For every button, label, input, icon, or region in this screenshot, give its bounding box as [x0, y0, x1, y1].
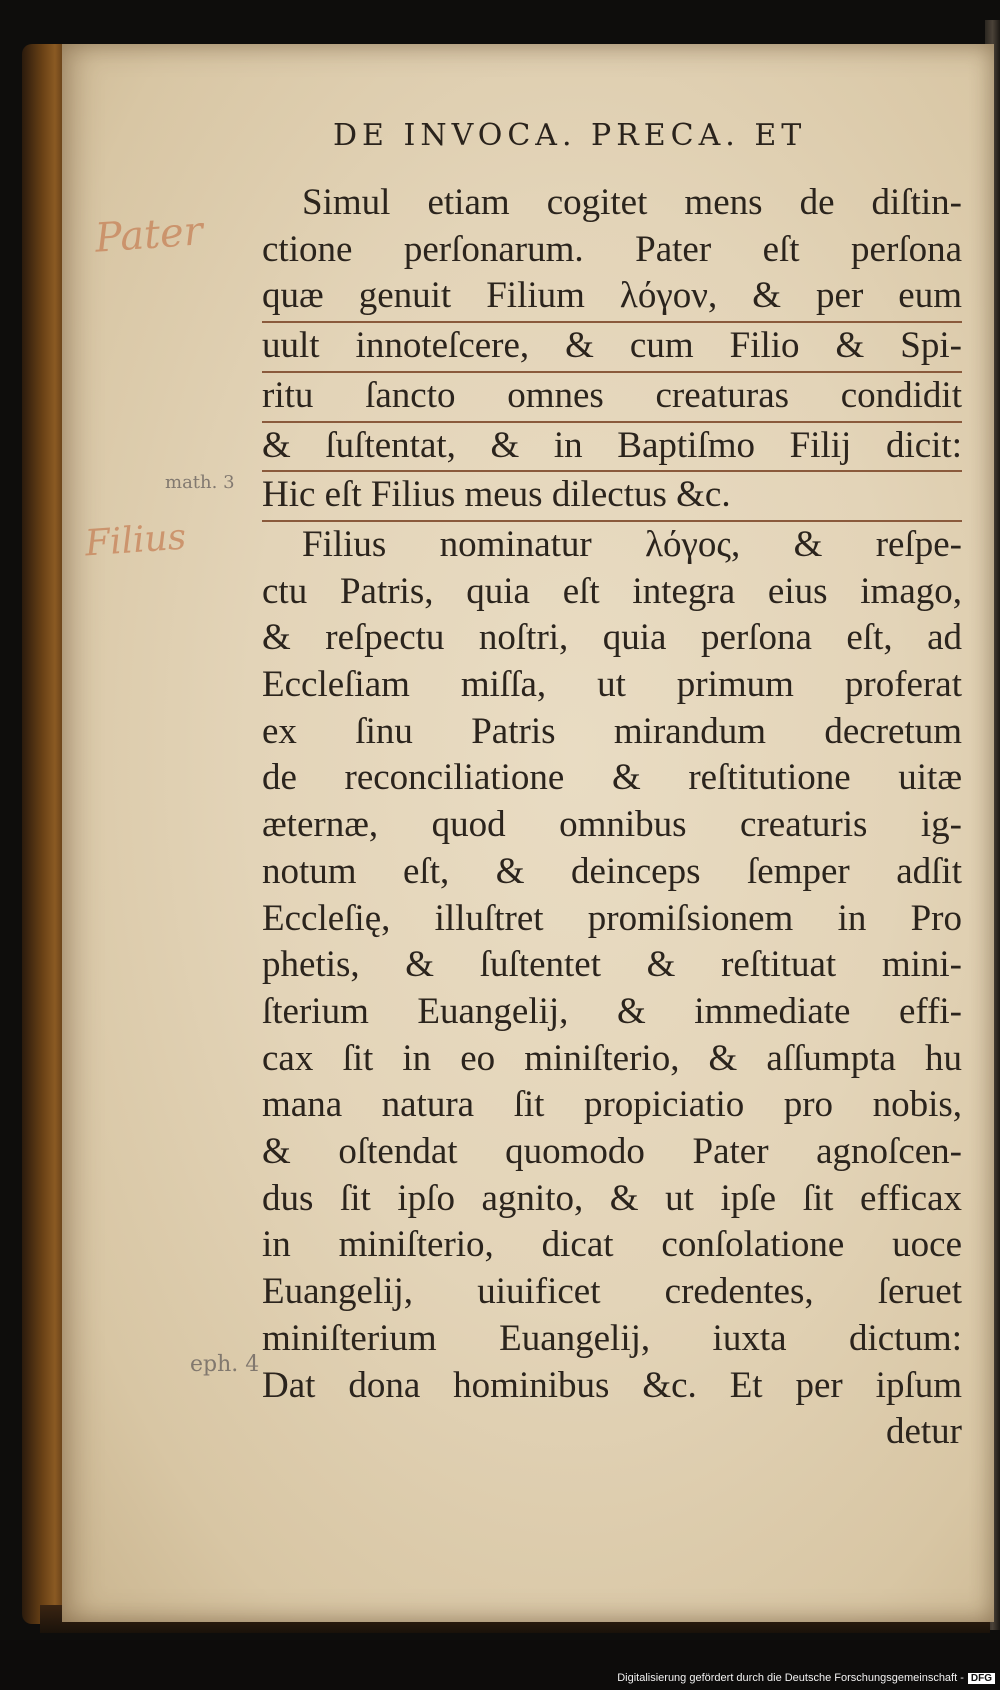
text-line: Filius nominatur λόγος, & reſpe-: [302, 523, 962, 565]
text-line: phetis, & ſuſtentet & reſtituat mini-: [262, 944, 962, 986]
text-line-underlined: & ſuſtentat, & in Baptiſmo Filij dicit:: [262, 423, 962, 473]
text-line: ctu Patris, quia eſt integra eius imago,: [262, 570, 962, 612]
marginal-note-pater: Pater: [93, 208, 205, 262]
text-line: dus ſit ipſo agnito, & ut ipſe ſit efficax: [262, 1177, 962, 1219]
catchword: detur: [885, 1411, 962, 1453]
text-line: Eccleſię, illuſtret promiſsionem in Pro: [262, 897, 962, 939]
text-line: Euangelij, uiuificet credentes, ſeruet: [262, 1271, 962, 1313]
text-line: & oſtendat quomodo Pater agnoſcen-: [262, 1131, 962, 1173]
text-line: & reſpectu noſtri, quia perſona eſt, ad: [262, 617, 962, 659]
page-body-text: [262, 180, 962, 1456]
text-line-underlined: Hic eſt Filius meus dilectus &c.: [262, 472, 962, 522]
text-line: æternæ, quod omnibus creaturis ig-: [262, 804, 962, 846]
text-line: ex ſinu Patris mirandum decretum: [262, 710, 962, 752]
text-line: mana natura ſit propiciatio pro nobis,: [262, 1084, 962, 1126]
text-line: Dat dona hominibus &c. Et per ipſum: [262, 1364, 962, 1406]
text-line: de reconciliatione & reſtitutione uitæ: [262, 757, 962, 799]
text-line: in miniſterio, dicat conſolatione uoce: [262, 1224, 962, 1266]
text-line: Simul etiam cogitet mens de diſtin-: [302, 182, 962, 223]
text-line-underlined: uult innoteſcere, & cum Filio & Spi-: [262, 323, 962, 373]
text-line: notum eſt, & deinceps ſemper adſit: [262, 850, 962, 892]
running-head: DE INVOCA. PRECA. ET: [333, 118, 807, 153]
text-line-part: ctione perſonarum. Pater eſt perſona: [262, 228, 962, 270]
credit-text: Digitalisierung gefördert durch die Deutsche Forschungsgemeinschaft -: [617, 1672, 964, 1684]
text-line: Eccleſiam miſſa, ut primum proferat: [262, 664, 962, 706]
text-line: miniſterium Euangelij, iuxta dictum:: [262, 1317, 962, 1359]
marginal-ref-eph: eph. 4: [190, 1352, 260, 1377]
digitization-credit: [0, 1672, 995, 1684]
text-line: [262, 227, 962, 274]
text-line-underlined: quæ genuit Filium λόγον, & per eum: [262, 273, 962, 323]
text-line: cax ſit in eo miniſterio, & aſſumpta hu: [262, 1037, 962, 1079]
marginal-note-filius: Filius: [83, 516, 188, 565]
text-line-underlined: ritu ſancto omnes creaturas condidit: [262, 373, 962, 423]
text-line: ſterium Euangelij, & immediate effi-: [262, 990, 962, 1032]
dfg-logo-badge: DFG: [968, 1673, 995, 1684]
marginal-ref-math: math. 3: [165, 472, 235, 493]
